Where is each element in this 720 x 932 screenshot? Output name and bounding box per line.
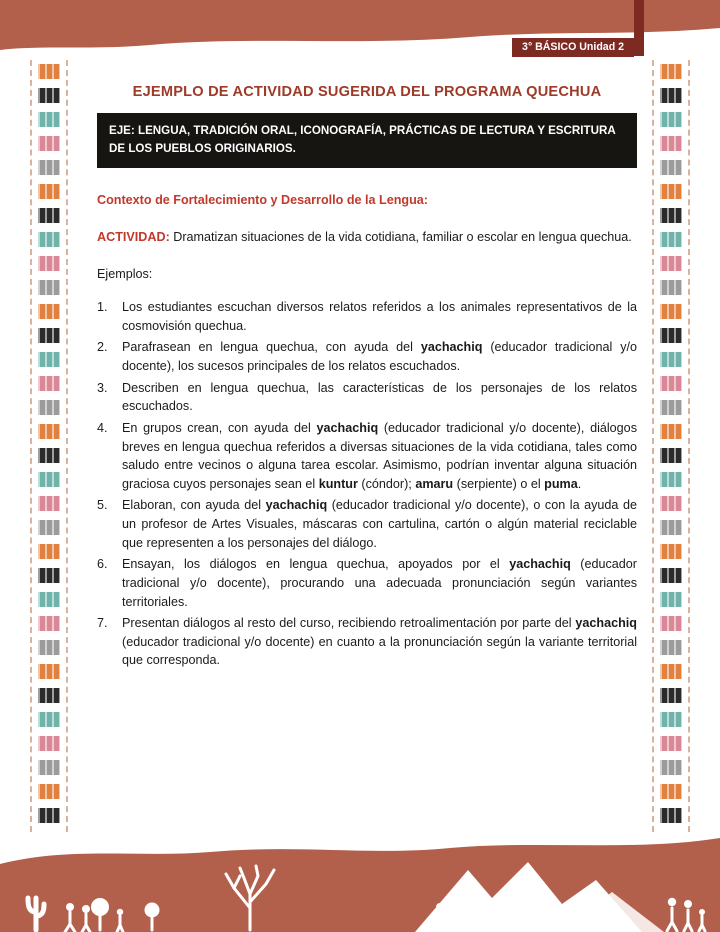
activity-line [97,228,637,246]
example-text: Describen en lengua quechua, las características de los personajes de los relatos escuchados. [122,380,637,414]
example-item-4 [97,419,637,494]
context-heading: Contexto de Fortalecimiento y Desarrollo de la Lengua: [97,192,428,207]
badge-tab-bar [634,0,644,56]
eje-banner: EJE: LENGUA, TRADICIÓN ORAL, ICONOGRAFÍA, PRÁCTICAS DE LECTURA Y ESCRITURA DE LOS PUEBLOS ORIGINARIOS. [97,113,637,168]
document-content [97,84,637,673]
footer-illustration [0,812,720,932]
example-item-3 [97,379,637,416]
example-number: 4. [97,420,108,435]
example-item-7 [97,614,637,670]
example-item-6 [97,555,637,611]
unit-badge: 3° BÁSICO Unidad 2 [512,38,634,57]
example-text: Presentan diálogos al resto del curso, recibiendo retroalimentación por parte del yachachiq (educador tradicional y/o docente) en cuanto a la pronunciación según la variante territorial que corresponda. [122,616,637,668]
example-number: 2. [97,340,108,355]
example-text: Elaboran, con ayuda del yachachiq (educador tradicional y/o docente), o con la ayuda de un profesor de Artes Visuales, máscaras con cartulina, cartón o algún material reciclable que representen a los personajes del diálogo. [122,498,638,550]
page-title: EJEMPLO DE ACTIVIDAD SUGERIDA DEL PROGRAMA QUECHUA [132,84,602,100]
example-item-5 [97,496,637,552]
example-text: En grupos crean, con ayuda del yachachiq (educador tradicional y/o docente), diálogos breves en lengua quechua referidos a diversas situaciones de la vida cotidiana, tales como saludo entre vecinos o alguna tarea escolar. Asimismo, podrían inventar alguna situación graciosa cuyos personajes sean el kuntur (cóndor); amaru (serpiente) o el puma. [122,420,637,491]
example-text: Los estudiantes escuchan diversos relatos referidos a los animales representativos de la cosmovisión quechua. [122,300,637,333]
example-number: 7. [97,616,108,631]
example-number: 6. [97,557,108,572]
example-number: 3. [97,380,108,395]
examples-label: Ejemplos: [97,267,153,282]
example-item-1 [97,298,637,335]
example-number: 5. [97,498,108,513]
example-text: Ensayan, los diálogos en lengua quechua, apoyados por el yachachiq (educador tradicional y/o docente), procurando una adecuada pronunciación según variantes territoriales. [122,557,637,609]
example-number: 1. [97,300,108,315]
example-text: Parafrasean en lengua quechua, con ayuda del yachachiq (educador tradicional y/o docente), los sucesos principales de los relatos escuchados. [122,340,638,374]
example-item-2 [97,338,637,375]
side-border-left [30,60,68,832]
activity-label: ACTIVIDAD: [97,229,170,244]
activity-text: Dramatizan situaciones de la vida cotidiana, familiar o escolar en lengua quechua. [169,229,632,244]
examples-list [97,298,637,670]
side-border-right [652,60,690,832]
